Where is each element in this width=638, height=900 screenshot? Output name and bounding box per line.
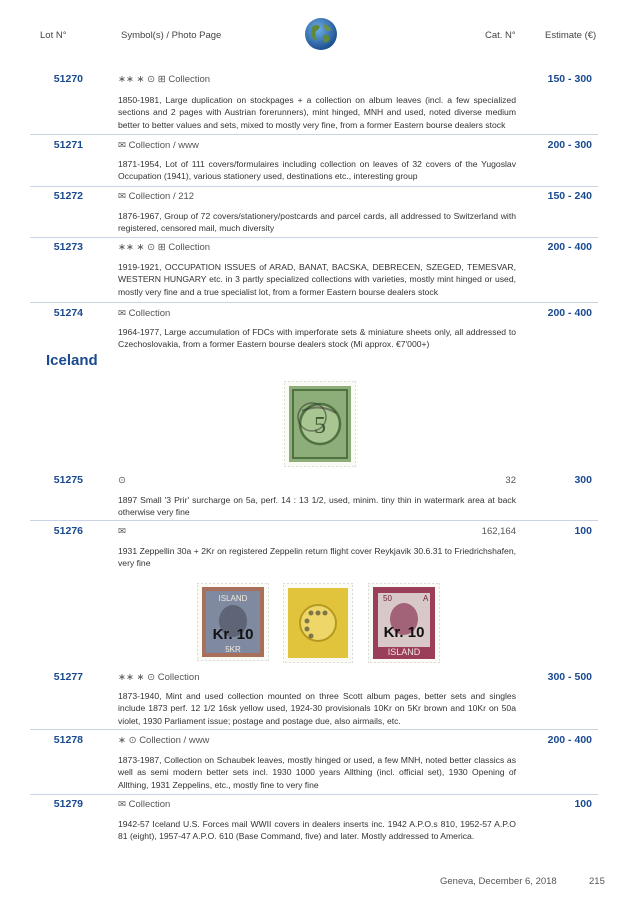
lot-description: 1871-1954, Lot of 111 covers/formulaires including collection on leaves of 32 covers of the Yugoslav Occupation (1941), various stationery used, destinations etc., interesting group <box>118 159 516 182</box>
lot-estimate: 300 - 500 <box>547 671 592 683</box>
lot-estimate: 200 - 400 <box>547 734 592 746</box>
lot-symbols: ✉ Collection <box>118 308 171 319</box>
stamp-bottom-text: 5KR <box>225 645 241 654</box>
stamp-image-5kr-surcharge <box>197 583 269 666</box>
lot-number: 51279 <box>53 798 83 810</box>
header-lot: Lot N° <box>40 30 67 41</box>
lot-description: 1897 Small '3 Prir' surcharge on 5a, perf. 14 : 13 1/2, used, minim. tiny thin in watermark area at back otherwise very fine <box>118 495 516 518</box>
stamp-corner: A <box>423 594 429 603</box>
lot-estimate: 150 - 300 <box>547 73 592 85</box>
lot-estimate: 100 <box>574 798 592 810</box>
stamp-surcharge: Kr. 10 <box>212 626 254 643</box>
divider <box>30 237 598 238</box>
divider <box>30 794 598 795</box>
lot-description: 1876-1967, Group of 72 covers/stationery/postcards and parcel cards, all addressed to Switzerland with registered, censored mail, much diversity <box>118 211 516 234</box>
lot-symbols: ✉ <box>118 526 126 537</box>
lot-symbols: ✉ Collection <box>118 799 171 810</box>
lot-description: 1931 Zeppellin 30a + 2Kr on registered Zeppelin return flight cover Reykjavik 30.6.31 to Friedrichshafen, very fine <box>118 546 516 569</box>
stamp-top-text: ISLAND <box>218 594 248 603</box>
page-number: 215 <box>589 876 605 887</box>
lot-estimate: 200 - 400 <box>547 241 592 253</box>
lot-number: 51270 <box>53 73 83 85</box>
divider <box>30 520 598 521</box>
stamp-bottom-text: ISLAND <box>387 647 421 657</box>
lot-number: 51272 <box>53 190 83 202</box>
lot-number: 51275 <box>53 474 83 486</box>
lot-symbols: ⊙ <box>118 475 126 486</box>
lot-cat-number: 162,164 <box>481 526 516 537</box>
header-cat: Cat. N° <box>485 30 516 41</box>
lot-description: 1850-1981, Large duplication on stockpages + a collection on album leaves (incl. a few specialized sections and 2 pages with Austrian forerunners), mint hinged, MNH and used, noted diverse medium better to better values and sets, mixed to mostly very fine, from a former Eastern bourse dealers stock <box>118 95 516 130</box>
stamp-image-50a-surcharge <box>368 583 440 668</box>
lot-symbols: ∗∗ ∗ ⊙ ⊞ Collection <box>118 74 211 85</box>
lot-estimate: 100 <box>574 525 592 537</box>
stamp-value: 5 <box>314 413 326 439</box>
lot-symbols: ∗ ⊙ Collection / www <box>118 735 210 746</box>
stamp-value: 50 <box>383 594 392 603</box>
lot-description: 1964-1977, Large accumulation of FDCs with imperforate sets & miniature sheets only, all addressed to Czechoslovakia, from a former Eastern bourse dealers stock (Mi approx. €7'000+) <box>118 327 516 350</box>
lot-symbols: ✉ Collection / 212 <box>118 191 195 202</box>
lot-description: 1942-57 Iceland U.S. Forces mail WWII covers in dealers inserts inc. 1942 A.P.O.s 810, 1952-57 A.P.O 81 (eight), 1957-47 A.P.O. 610 (Base Command, five) and later. Mostly addressed to America. <box>118 819 516 842</box>
lot-description: 1919-1921, OCCUPATION ISSUES of ARAD, BANAT, BACSKA, DEBRECEN, SZEGED, TEMESVAR, WESTERN HUNGARY etc. in 3 partly specialized collections with varieties, mostly mint hinged or used, mostly very fine and a true specialist lot, from a former Eastern bourse dealers stock <box>118 262 516 297</box>
lot-estimate: 200 - 300 <box>547 139 592 151</box>
stamp-image-5a-green <box>284 381 356 472</box>
lot-estimate: 200 - 400 <box>547 307 592 319</box>
lot-estimate: 300 <box>574 474 592 486</box>
lot-estimate: 150 - 240 <box>547 190 592 202</box>
divider <box>30 134 598 135</box>
section-title: Iceland <box>46 352 98 369</box>
divider <box>30 302 598 303</box>
lot-cat-number: 32 <box>505 475 516 486</box>
header-symbols: Symbol(s) / Photo Page <box>121 30 222 41</box>
divider <box>30 186 598 187</box>
lot-number: 51273 <box>53 241 83 253</box>
lot-number: 51278 <box>53 734 83 746</box>
stamp-image-16sk-yellow <box>283 583 353 668</box>
lot-symbols: ✉ Collection / www <box>118 140 199 151</box>
header-estimate: Estimate (€) <box>545 30 597 41</box>
stamp-surcharge: Kr. 10 <box>383 624 425 641</box>
lot-number: 51276 <box>53 525 83 537</box>
footer-place-date: Geneva, December 6, 2018 <box>440 876 557 887</box>
lot-description: 1873-1940, Mint and used collection mounted on three Scott album pages, better sets and singles include 1873 perf. 12 1/2 16sk yellow used, 1924-30 provisionals 10Kr on 5Kr brown and 10Kr on 50a violet, 1930 Parliament issue; postage and postage due, also airmails, etc. <box>118 691 516 726</box>
divider <box>30 729 598 730</box>
lot-number: 51274 <box>53 307 83 319</box>
lot-symbols: ∗∗ ∗ ⊙ Collection <box>118 672 200 683</box>
lot-number: 51271 <box>53 139 83 151</box>
lot-symbols: ∗∗ ∗ ⊙ ⊞ Collection <box>118 242 211 253</box>
lot-description: 1873-1987, Collection on Schaubek leaves, mostly hinged or used, a few MNH, noted better classics as well as semi modern better sets incl. 1930 1000 years Allthing (incl. official set), 1930 Opening of Allthing, 1931 Zeppelins, etc., mostly fine to very fine <box>118 755 516 790</box>
lot-number: 51277 <box>53 671 83 683</box>
globe-icon <box>304 17 338 51</box>
